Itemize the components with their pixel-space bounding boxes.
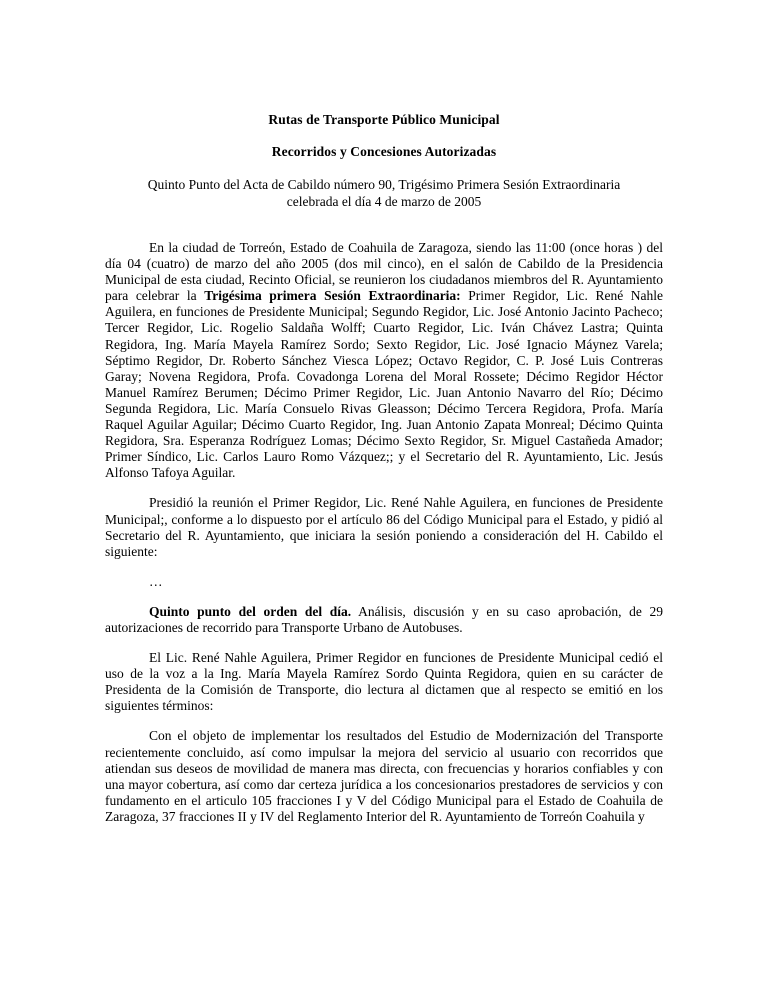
paragraph-attendance xyxy=(105,240,663,481)
paragraph-speaker: El Lic. René Nahle Aguilera, Primer Regidor en funciones de Presidente Municipal cedió el uso de la voz a la Ing. María Mayela Ramírez Sordo Quinta Regidora, quien en su carácter de Presidenta de la Comisión de Transporte, dio lectura al dictamen que al respecto se emitió en los siguientes términos: xyxy=(105,650,663,714)
document-title: Rutas de Transporte Público Municipal xyxy=(268,112,500,127)
omission-ellipsis: … xyxy=(149,573,164,589)
paragraph-fifth-point xyxy=(105,604,663,636)
attendance-text-part-2: Primer Regidor, Lic. René Nahle Aguilera, en funciones de Presidente Municipal; Segundo Regidor, Lic. José Antonio Jacinto Pacheco; Tercer Regidor, Lic. Rogelio Saldaña Wolff; Cuarto Regidor, Lic. Iván Chávez Lastra; Quinta Regidora, Ing. María Mayela Ramírez Sordo; Sexto Regidor, Lic. José Ignacio Máynez Varela; Séptimo Regidor, Dr. Roberto Sánchez Viesca López; Octavo Regidor, C. P. José Luis Contreras Garay; Novena Regidora, Profa. Covadonga Lorena del Moral Rossete; Décimo Regidor Héctor Manuel Ramírez Berumen; Décimo Primer Regidor, Lic. Juan Antonio Navarro del Río; Décimo Segunda Regidora, Lic. María Consuelo Rivas Gleasson; Décimo Tercera Regidora, Profa. María Raquel Aguilar Aguilar; Décimo Cuarto Regidor, Ing. Juan Antonio Zapata Monreal; Décimo Quinta Regidora, Sra. Esperanza Rodríguez Lomas; Décimo Sexto Regidor, Sr. Miguel Castañeda Amador; Primer Síndico, Lic. Carlos Lauro Romo Vázquez;; y el Secretario del R. Ayuntamiento, Lic. Jesús Alfonso Tafoya Aguilar. xyxy=(105,288,664,481)
document-subtitle: Recorridos y Concesiones Autorizadas xyxy=(271,144,497,159)
reference-line-2: celebrada el día 4 de marzo de 2005 xyxy=(286,194,482,209)
fifth-point-text: Análisis, discusión y en su caso aprobación, de 29 autorizaciones de recorrido para Transporte Urbano de Autobuses. xyxy=(105,603,663,635)
attendance-session-label: Trigésima primera Sesión Extraordinaria: xyxy=(204,288,461,304)
reference-line-1: Quinto Punto del Acta de Cabildo número 90, Trigésimo Primera Sesión Extraordinaria xyxy=(147,177,621,192)
document-reference xyxy=(105,176,663,210)
attendance-text-part-1: En la ciudad de Torreón, Estado de Coahuila de Zaragoza, siendo las 11:00 (once horas ) del día 04 (cuatro) de marzo del año 2005 (dos mil cinco), en el salón de Cabildo de la Presidencia Municipal de esta ciudad, Recinto Oficial, se reunieron los ciudadanos miembros del R. Ayuntamiento para celebrar la xyxy=(105,240,663,304)
paragraph-objective: Con el objeto de implementar los resultados del Estudio de Modernización del Transporte recientemente concluido, así como impulsar la mejora del servicio al usuario con recorridos que atiendan sus deseos de movilidad de manera mas directa, con frecuencias y horarios confiables y con una mayor cobertura, así como dar certeza jurídica a los concesionarios prestadores de servicios y con fundamento en el articulo 105 fracciones I y V del Código Municipal para el Estado de Coahuila de Zaragoza, 37 fracciones II y IV del Reglamento Interior del R. Ayuntamiento de Torreón Coahuila y xyxy=(105,728,663,824)
fifth-point-label: Quinto punto del orden del día. xyxy=(149,603,352,619)
paragraph-presided: Presidió la reunión el Primer Regidor, Lic. René Nahle Aguilera, en funciones de Presidente Municipal;, conforme a lo dispuesto por el artículo 86 del Código Municipal para el Estado, y pidió al Secretario del R. Ayuntamiento, que iniciara la sesión poniendo a consideración del H. Cabildo el siguiente: xyxy=(105,495,663,559)
